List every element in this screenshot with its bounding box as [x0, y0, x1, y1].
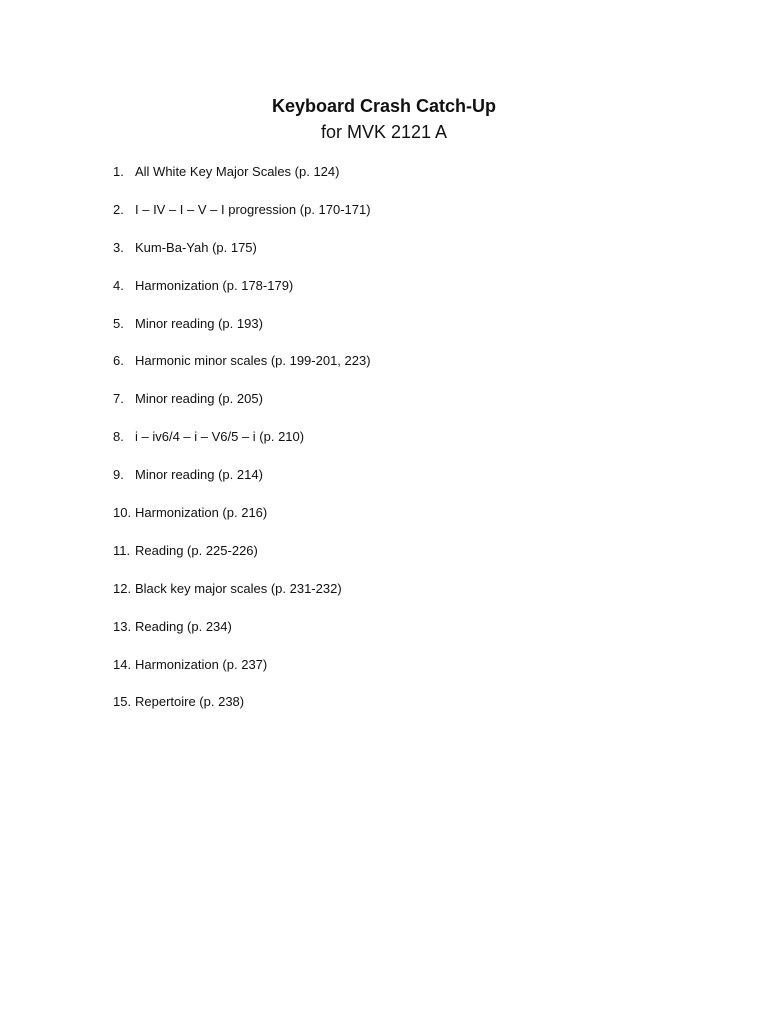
item-text: All White Key Major Scales (p. 124) [135, 164, 340, 179]
item-text: Harmonization (p. 216) [135, 505, 268, 521]
list-item [113, 389, 371, 427]
list-item [113, 238, 371, 276]
document-title: Keyboard Crash Catch-Up [271, 96, 497, 116]
item-number: 14. [113, 656, 132, 672]
item-text: Repertoire (p. 238) [135, 694, 245, 710]
item-number: 11. [113, 542, 131, 558]
item-text: Black key major scales (p. 231-232) [135, 580, 342, 596]
list-item [113, 427, 371, 465]
list-item [113, 541, 371, 579]
item-text: I – IV – I – V – I progression (p. 170-171) [135, 201, 371, 217]
list-item [113, 276, 371, 314]
list-item [113, 351, 371, 389]
list-item [113, 579, 371, 617]
item-text: Reading (p. 234) [135, 618, 232, 634]
list-item [113, 162, 371, 200]
item-number: 6. [113, 353, 124, 369]
item-number: 8. [113, 429, 124, 445]
list-item [113, 314, 371, 352]
list-item [113, 617, 371, 655]
item-text: Minor reading (p. 193) [135, 315, 263, 331]
item-text: Harmonic minor scales (p. 199-201, 223) [135, 353, 371, 369]
item-number: 3. [113, 239, 124, 255]
item-text: Minor reading (p. 205) [135, 391, 263, 407]
list-item [113, 692, 371, 730]
list-item [113, 200, 371, 238]
item-number: 4. [113, 277, 124, 293]
item-number: 7. [113, 391, 124, 407]
item-text: Kum-Ba-Yah (p. 175) [135, 239, 257, 255]
assignment-list [113, 162, 371, 730]
item-text: Harmonization (p. 178-179) [135, 277, 294, 293]
item-number: 12. [113, 580, 132, 596]
item-text: i – iv6/4 – i – V6/5 – i (p. 210) [135, 429, 305, 445]
item-number: 1. [113, 164, 124, 179]
document-subtitle: for MVK 2121 A [320, 122, 448, 142]
list-item [113, 503, 371, 541]
list-item [113, 655, 371, 693]
item-number: 9. [113, 467, 124, 483]
item-text: Harmonization (p. 237) [135, 656, 268, 672]
list-item [113, 465, 371, 503]
item-number: 13. [113, 618, 132, 634]
item-number: 2. [113, 201, 124, 217]
item-text: Minor reading (p. 214) [135, 467, 263, 483]
item-number: 15. [113, 694, 132, 710]
item-text: Reading (p. 225-226) [135, 542, 258, 558]
item-number: 5. [113, 315, 124, 331]
item-number: 10. [113, 505, 132, 521]
